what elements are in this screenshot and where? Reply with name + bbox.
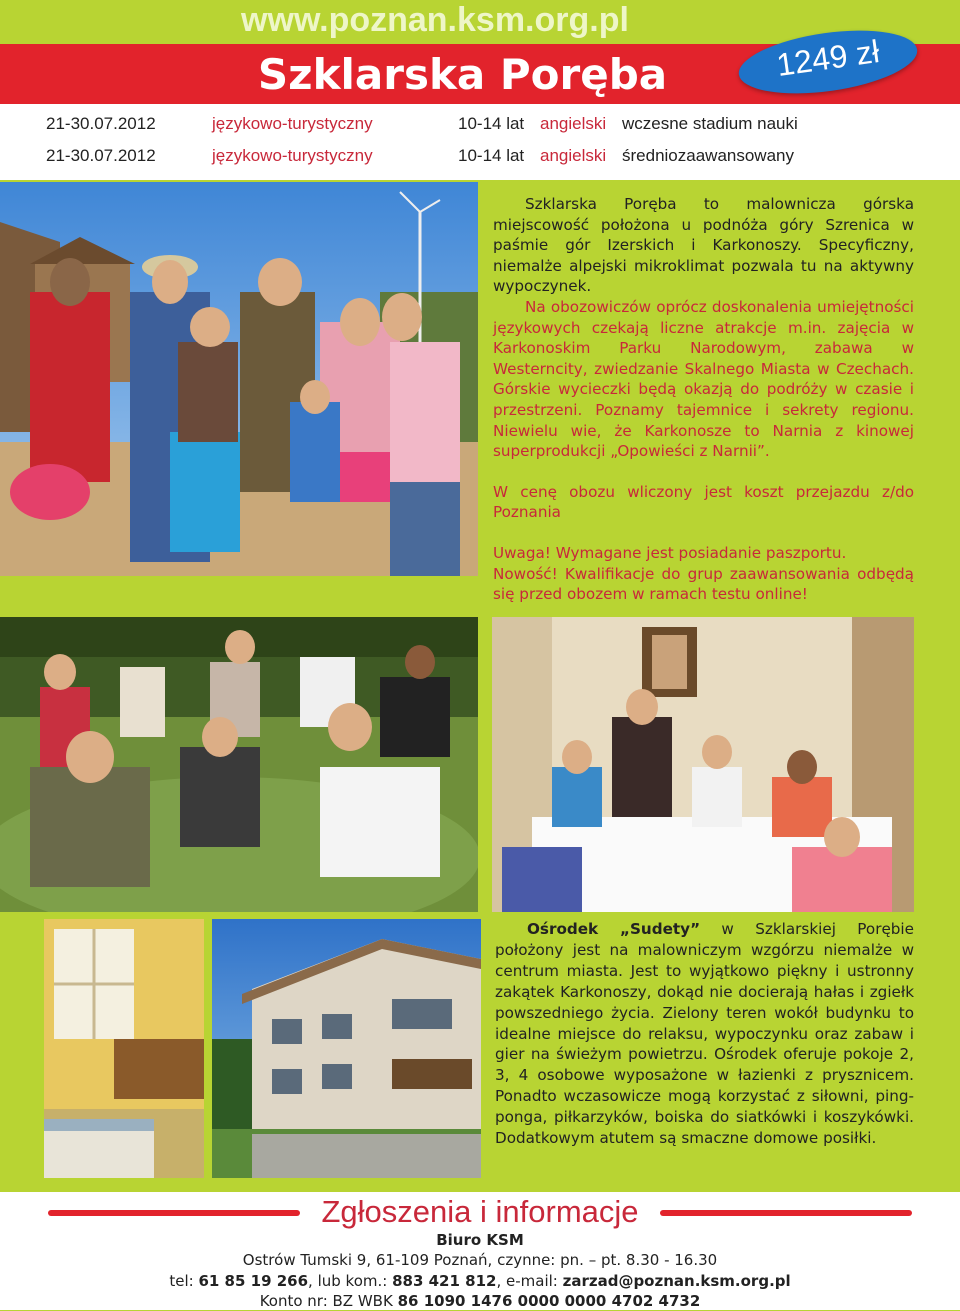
price-label: 1249 zł	[774, 32, 882, 84]
schedule-type: językowo-turystyczny	[212, 146, 373, 165]
intro-paragraph-2: Na obozowiczów oprócz doskonalenia umiejętności językowych czekają liczne atrakcje m.in. zajęcia w Karkonoskim Parku Narodowym, zabawa w Westerncity, zwiedzanie Skalnego Miasta w Czechach. Górskie wycieczki będą okazją do podróży w czasie i przestrzeni. Poznamy tajemnice i sekrety regionu. Niewielu wie, że Karkonosze to Narnia z kinowej superprodukcji „Opowieści z Narnii”.	[493, 297, 914, 461]
schedule-level: średniozaawansowany	[622, 146, 794, 165]
photo-group-on-grass	[0, 617, 478, 912]
photo-room	[44, 919, 204, 1178]
account-label: Konto nr: BZ WBK	[259, 1292, 398, 1310]
photo-building	[212, 919, 481, 1178]
page-title: Szklarska Poręba	[257, 50, 668, 99]
account-number: 86 1090 1476 0000 0000 4702 4732	[397, 1292, 701, 1310]
schedule-date: 21-30.07.2012	[46, 146, 156, 165]
schedule-date: 21-30.07.2012	[46, 114, 156, 133]
intro-paragraph-1: Szklarska Poręba to malownicza górska miejscowość położona u podnóża góry Szrenica w paśmie gór Izerskich i Karkonoszy. Specyficzny, niemalże alpejski mikroklimat pozwala tu na aktywny wypoczynek.	[493, 195, 914, 296]
schedule-table	[0, 104, 960, 180]
contact-phone-line	[0, 1271, 960, 1291]
center-name-prefix: Ośrodek	[527, 920, 620, 938]
schedule-row	[0, 140, 960, 172]
contact-title: Zgłoszenia i informacje	[321, 1194, 639, 1229]
tel-label: tel:	[169, 1272, 199, 1290]
schedule-row	[0, 108, 960, 140]
schedule-language: angielski	[540, 146, 607, 165]
schedule-level: wczesne stadium nauki	[622, 114, 798, 133]
office-name: Biuro KSM	[436, 1231, 524, 1249]
photo-western-group	[0, 182, 478, 576]
email-label: , e-mail:	[496, 1272, 563, 1290]
schedule-type: językowo-turystyczny	[212, 114, 373, 133]
office-address: Ostrów Tumski 9, 61-109 Poznań, czynne: pn. – pt. 8.30 - 16.30	[242, 1251, 718, 1269]
center-description	[495, 919, 914, 1149]
passport-warning: Uwaga! Wymagane jest posiadanie paszportu.	[493, 543, 847, 562]
website-url: www.poznan.ksm.org.pl	[241, 1, 629, 39]
bank-account-line	[0, 1291, 960, 1311]
mobile-number[interactable]: 883 421 812	[392, 1272, 497, 1290]
mobile-label: , lub kom.:	[308, 1272, 393, 1290]
schedule-language: angielski	[540, 114, 607, 133]
price-note: W cenę obozu wliczony jest koszt przejazdu z/do Poznania	[493, 482, 914, 522]
schedule-age: 10-14 lat	[458, 146, 525, 165]
online-test-news: Nowość! Kwalifikacje do grup zaawansowania odbędą się przed obozem w ramach testu online!	[493, 564, 914, 604]
schedule-age: 10-14 lat	[458, 114, 525, 133]
photo-classroom	[492, 617, 914, 912]
center-text: w Szklarskiej Porębie położony jest na malowniczym wzgórzu niemalże w centrum miasta. Jest to wyjątkowo piękny i ustronny zakątek Karkonoszy, dokąd nie docierają hałas i zgiełk powszedniego życia. Zielony teren wokół budynku to idealne miejsce do relaksu, wypoczynku oraz zabaw i gier na świeżym powietrzu. Ośrodek oferuje pokoje 2, 3, 4 osobowe wyposażone w łazienki z prysznicem. Ponadto wczasowicze mogą korzystać z siłowni, ping-ponga, piłkarzyków, boiska do siatkówki i koszykówki. Dodatkowym atutem są smaczne domowe posiłki.	[495, 920, 914, 1148]
intro-text	[493, 194, 914, 605]
email-link[interactable]: zarzad@poznan.ksm.org.pl	[562, 1272, 791, 1290]
center-name: „Sudety”	[620, 920, 701, 938]
tel-number[interactable]: 61 85 19 266	[198, 1272, 309, 1290]
